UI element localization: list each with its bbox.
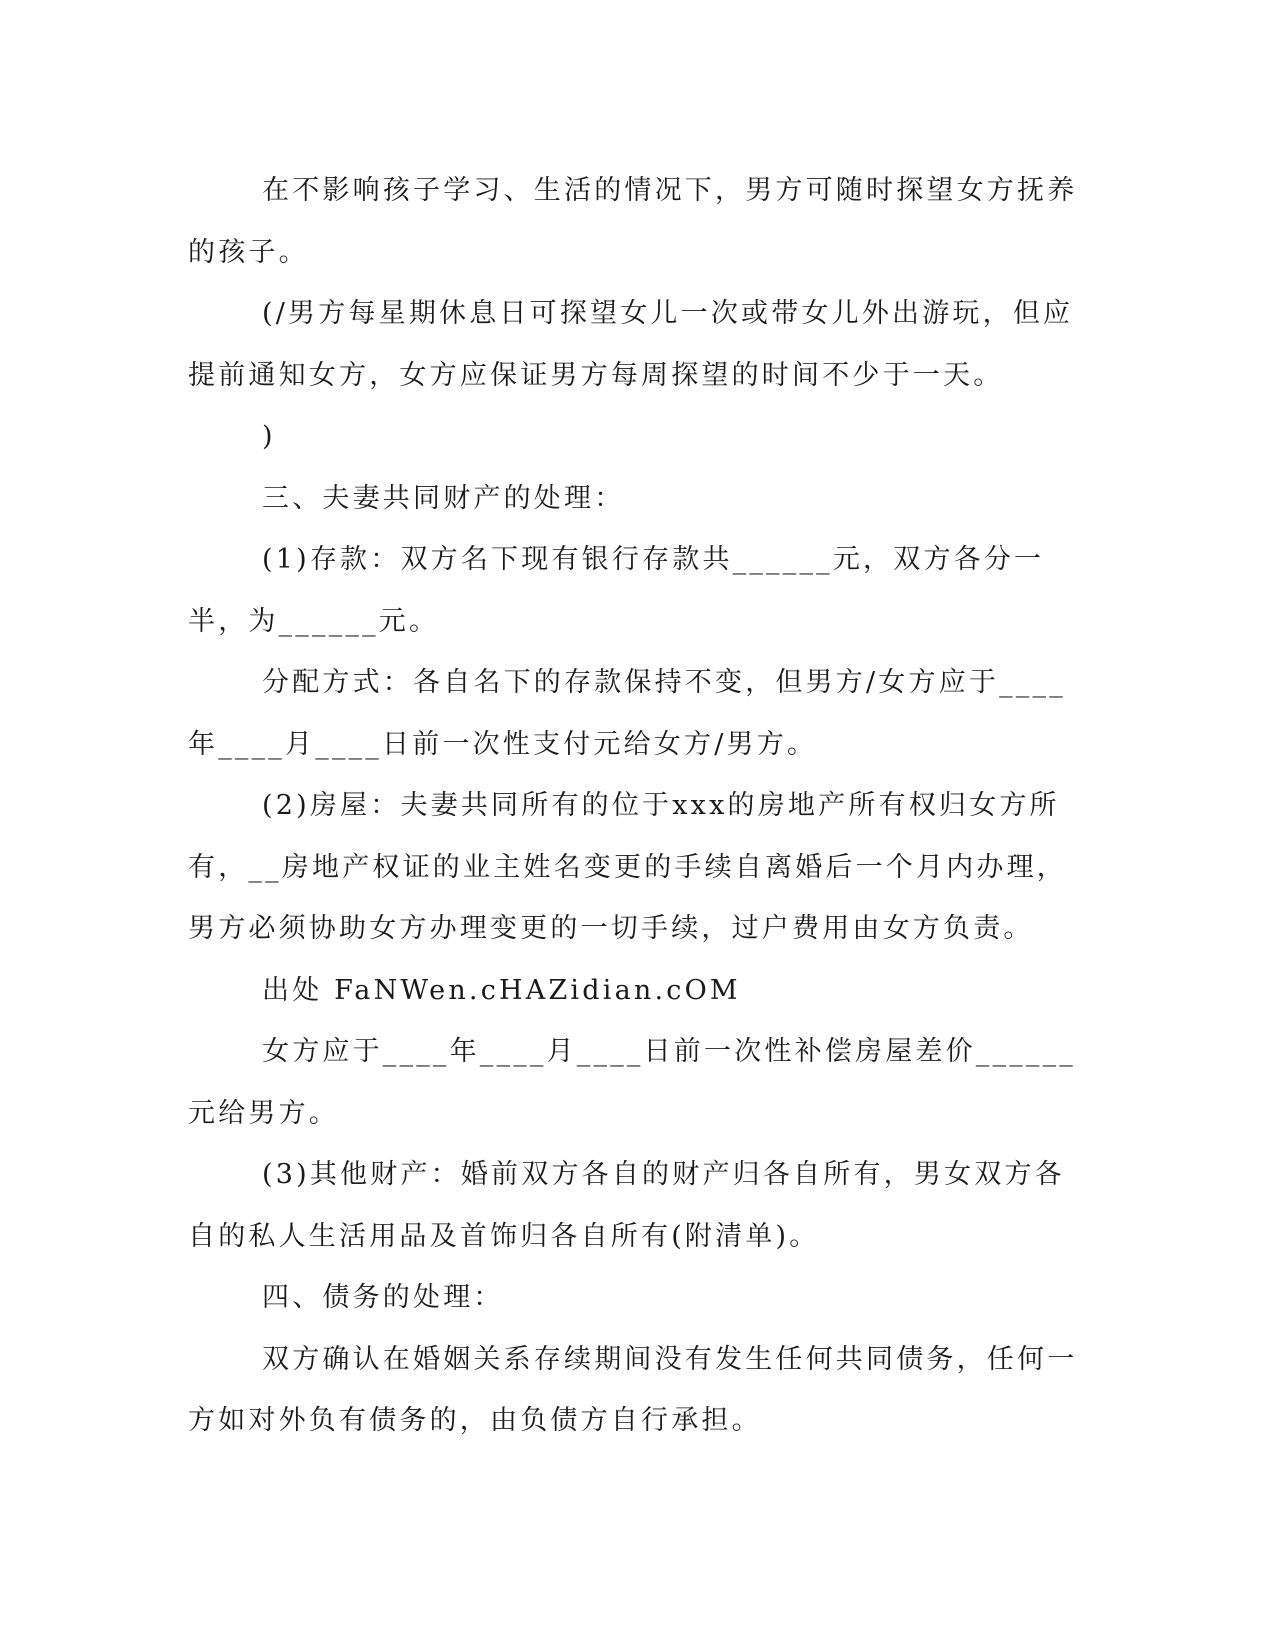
paragraph-weekly-visit: (/男方每星期休息日可探望女儿一次或带女儿外出游玩，但应提前通知女方，女方应保证男方每周探望的时间不少于一天。 (188, 298, 1074, 391)
paragraph-deposits: (1)存款：双方名下现有银行存款共______元，双方各分一半，为______元。 (188, 544, 1045, 637)
section-heading-property: 三、夫妻共同财产的处理： (262, 482, 625, 514)
document-body (188, 160, 1088, 1452)
paragraph-compensation: 女方应于____年____月____日前一次性补偿房屋差价______元给男方。 (188, 1036, 1076, 1129)
paragraph-closing-paren: ) (262, 421, 276, 452)
paragraph-house: (2)房屋：夫妻共同所有的位于xxx的房地产所有权归女方所有，__房地产权证的业主姓名变更的手续自离婚后一个月内办理，男方必须协助女方办理变更的一切手续，过户费用由女方负责。 (188, 790, 1067, 944)
paragraph-other-property: (3)其他财产：婚前双方各自的财产归各自所有，男女双方各自的私人生活用品及首饰归各自所有(附清单)。 (188, 1159, 1065, 1252)
section-heading-debts: 四、债务的处理： (262, 1282, 504, 1313)
paragraph-source: 出处 FaNWen.cHAZidian.cOM (262, 974, 741, 1006)
paragraph-debts: 双方确认在婚姻关系存续期间没有发生任何共同债务，任何一方如对外负有债务的，由负债方自行承担。 (188, 1343, 1078, 1436)
paragraph-visitation: 在不影响孩子学习、生活的情况下，男方可随时探望女方抚养的孩子。 (188, 175, 1078, 268)
paragraph-distribution: 分配方式：各自名下的存款保持不变，但男方/女方应于____年____月____日前一次性支付元给女方/男方。 (188, 667, 1066, 760)
